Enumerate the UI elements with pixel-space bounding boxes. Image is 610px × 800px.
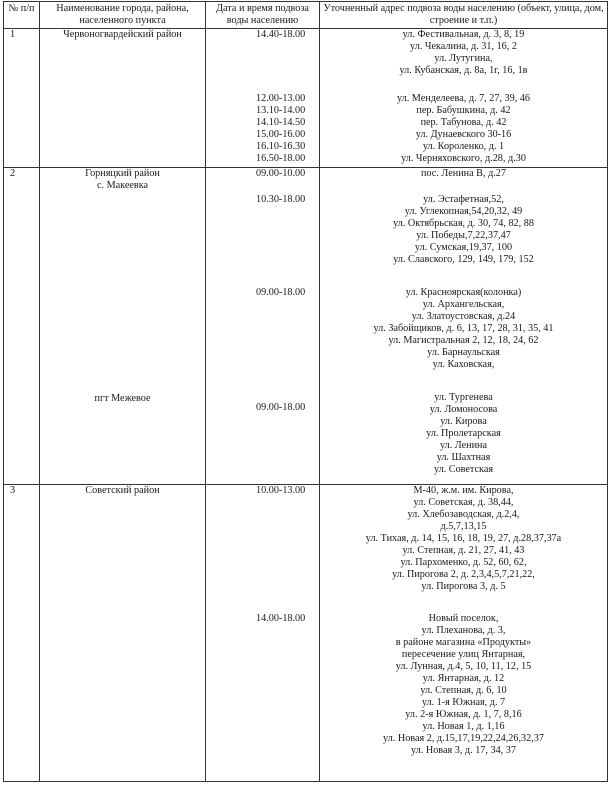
row-number-cell [4,485,40,782]
header-number: № п/п [4,2,40,29]
address-line: ул. Советская, д. 38,44, [413,497,514,509]
row-localities [42,485,203,781]
address-line: ул. Лутугина, [434,53,493,65]
locality-line: Советский район [85,485,160,497]
address-line: ул. Октябрьская, д. 30, 74, 82, 88 [393,218,534,230]
address-line: ул. Каховская, [432,359,495,371]
address-line: ул. Эстафетная,52, [423,194,504,206]
row-number [6,168,37,484]
time-line: 14.40-18.00 [256,29,306,41]
row-number-text: 2 [10,168,16,180]
header-row [4,2,608,29]
address-line: ул. Пирогова 2, д. 2,3,4,5,7,21,22, [392,569,535,581]
address-line: ул. Славского, 129, 149, 179, 152 [393,254,534,266]
row-addresses [322,29,605,167]
time-line: 13.10-14.00 [256,105,306,117]
address-line: ул. Углекопная,54,20,32, 49 [404,206,523,218]
address-line: ул. 1-я Южная, д. 7 [421,697,506,709]
address-line: ул. Ломоносова [429,404,498,416]
row-locality-cell [40,485,206,782]
address-line: ул. Тихая, д. 14, 15, 16, 18, 19, 27, д.28,37,37а [365,533,562,545]
address-line: М-40, ж.м. им. Кирова, [413,485,514,497]
address-line: ул. Короленко, д. 1 [422,141,505,153]
address-line: ул. Плеханова, д. 3, [421,625,506,637]
address-line: ул. Златоустовская, д.24 [411,311,516,323]
address-line: ул. Барнаульская [427,347,500,359]
row-number-cell [4,168,40,485]
address-line: ул. Магистральная 2, 12, 18, 24, 62 [388,335,539,347]
water-delivery-table [3,1,608,782]
address-line: ул. Победы,7,22,37,47 [416,230,511,242]
table-row [4,29,608,168]
address-line: д.5,7,13,15 [440,521,487,533]
address-line: в районе магазина «Продукты» [395,637,532,649]
address-line: ул. Новая 2, д.15,17,19,22,24,26,32,37 [383,733,544,745]
address-line: ул. Степная, д. 6, 10 [420,685,507,697]
table-row [4,168,608,485]
row-time-cell [206,485,320,782]
time-line: 09.00-18.00 [256,287,306,299]
address-line: ул. Кубанская, д. 8а, 1г, 16, 1в [399,65,528,77]
time-line: 14.10-14.50 [256,117,306,129]
row-times [208,29,317,167]
row-localities [42,168,203,484]
time-line: 16.50-18.00 [256,153,306,165]
address-line: ул. Тургенева [434,392,493,404]
time-line: 15.00-16.00 [256,129,306,141]
address-line: ул. Архангельская, [422,299,505,311]
row-locality-cell [40,29,206,168]
address-line: ул. 2-я Южная, д. 1, 7, 8,16 [405,709,522,721]
address-line: ул. Степная, д. 21, 27, 41, 43 [402,545,525,557]
row-address-cell [320,485,608,782]
address-line: ул. Пролетарская [426,428,501,440]
row-address-cell [320,29,608,168]
time-line: 10.00-13.00 [256,485,306,497]
row-time-cell [206,168,320,485]
address-line: ул. Черняховского, д.28, д.30 [401,153,526,165]
address-line: пос. Ленина В, д.27 [420,168,506,180]
row-number-text: 3 [10,485,16,497]
address-line: ул. Дунаевского 30-16 [415,129,512,141]
address-line: ул. Янтарная, д. 12 [422,673,505,685]
address-line: ул. Шахтная [436,452,491,464]
address-line: ул. Менделеева, д. 7, 27, 39, 46 [396,93,531,105]
time-line: 09.00-18.00 [256,402,306,414]
time-line: 12.00-13.00 [256,93,306,105]
address-line: ул. Кирова [440,416,487,428]
row-number-text: 1 [10,29,16,41]
row-addresses [322,485,605,781]
header-address: Уточненный адрес подвоза воды населению (объект, улица, дом, строение и т.п.) [320,2,608,29]
locality-line: Горняцкий район [85,168,160,180]
address-line: ул. Чекалина, д. 31, 16, 2 [410,41,517,53]
header-time: Дата и время подвоза воды населению [206,2,320,29]
locality-line: с. Макеевка [96,180,149,192]
address-line: ул. Красноярская(колонка) [405,287,522,299]
row-address-cell [320,168,608,485]
address-line: ул. Новая 1, д. 1,16 [422,721,505,733]
row-localities [42,29,203,167]
address-line: ул. Забойщиков, д. 6, 13, 17, 28, 31, 35, 41 [373,323,554,335]
address-line: ул. Лунная, д.4, 5, 10, 11, 12, 15 [395,661,532,673]
row-locality-cell [40,168,206,485]
header-locality: Наименование города, района, населенного пункта [40,2,206,29]
locality-line: пгт Межевое [94,393,151,405]
address-line: пер. Бабушкина, д. 42 [416,105,511,117]
address-line: ул. Новая 3, д. 17, 34, 37 [411,745,516,757]
row-number [6,485,37,781]
row-number-cell [4,29,40,168]
address-line: пересечение улиц Янтарная, [401,649,526,661]
address-line: ул. Фестивальная, д. 3, 8, 19 [402,29,525,41]
address-line: ул. Пирогова 3, д. 5 [421,581,506,593]
time-line: 16.10-16.30 [256,141,306,153]
time-line: 10.30-18.00 [256,194,306,206]
address-line: пер. Табунова, д. 42 [420,117,507,129]
address-line: ул. Ленина [439,440,488,452]
time-line: 14.00-18.00 [256,613,306,625]
time-line: 09.00-10.00 [256,168,306,180]
address-line: Новый поселок, [428,613,499,625]
table-row [4,485,608,782]
address-line: ул. Сумская,19,37, 100 [414,242,513,254]
row-number [6,29,37,167]
address-line: ул. Пархоменко, д. 52, 60, 62, [400,557,527,569]
row-addresses [322,168,605,484]
row-time-cell [206,29,320,168]
address-line: ул. Хлебозаводская, д.2,4, [407,509,520,521]
row-times [208,168,317,484]
locality-line: Червоногвардейский район [63,29,182,41]
address-line: ул. Советская [433,464,494,476]
row-times [208,485,317,781]
